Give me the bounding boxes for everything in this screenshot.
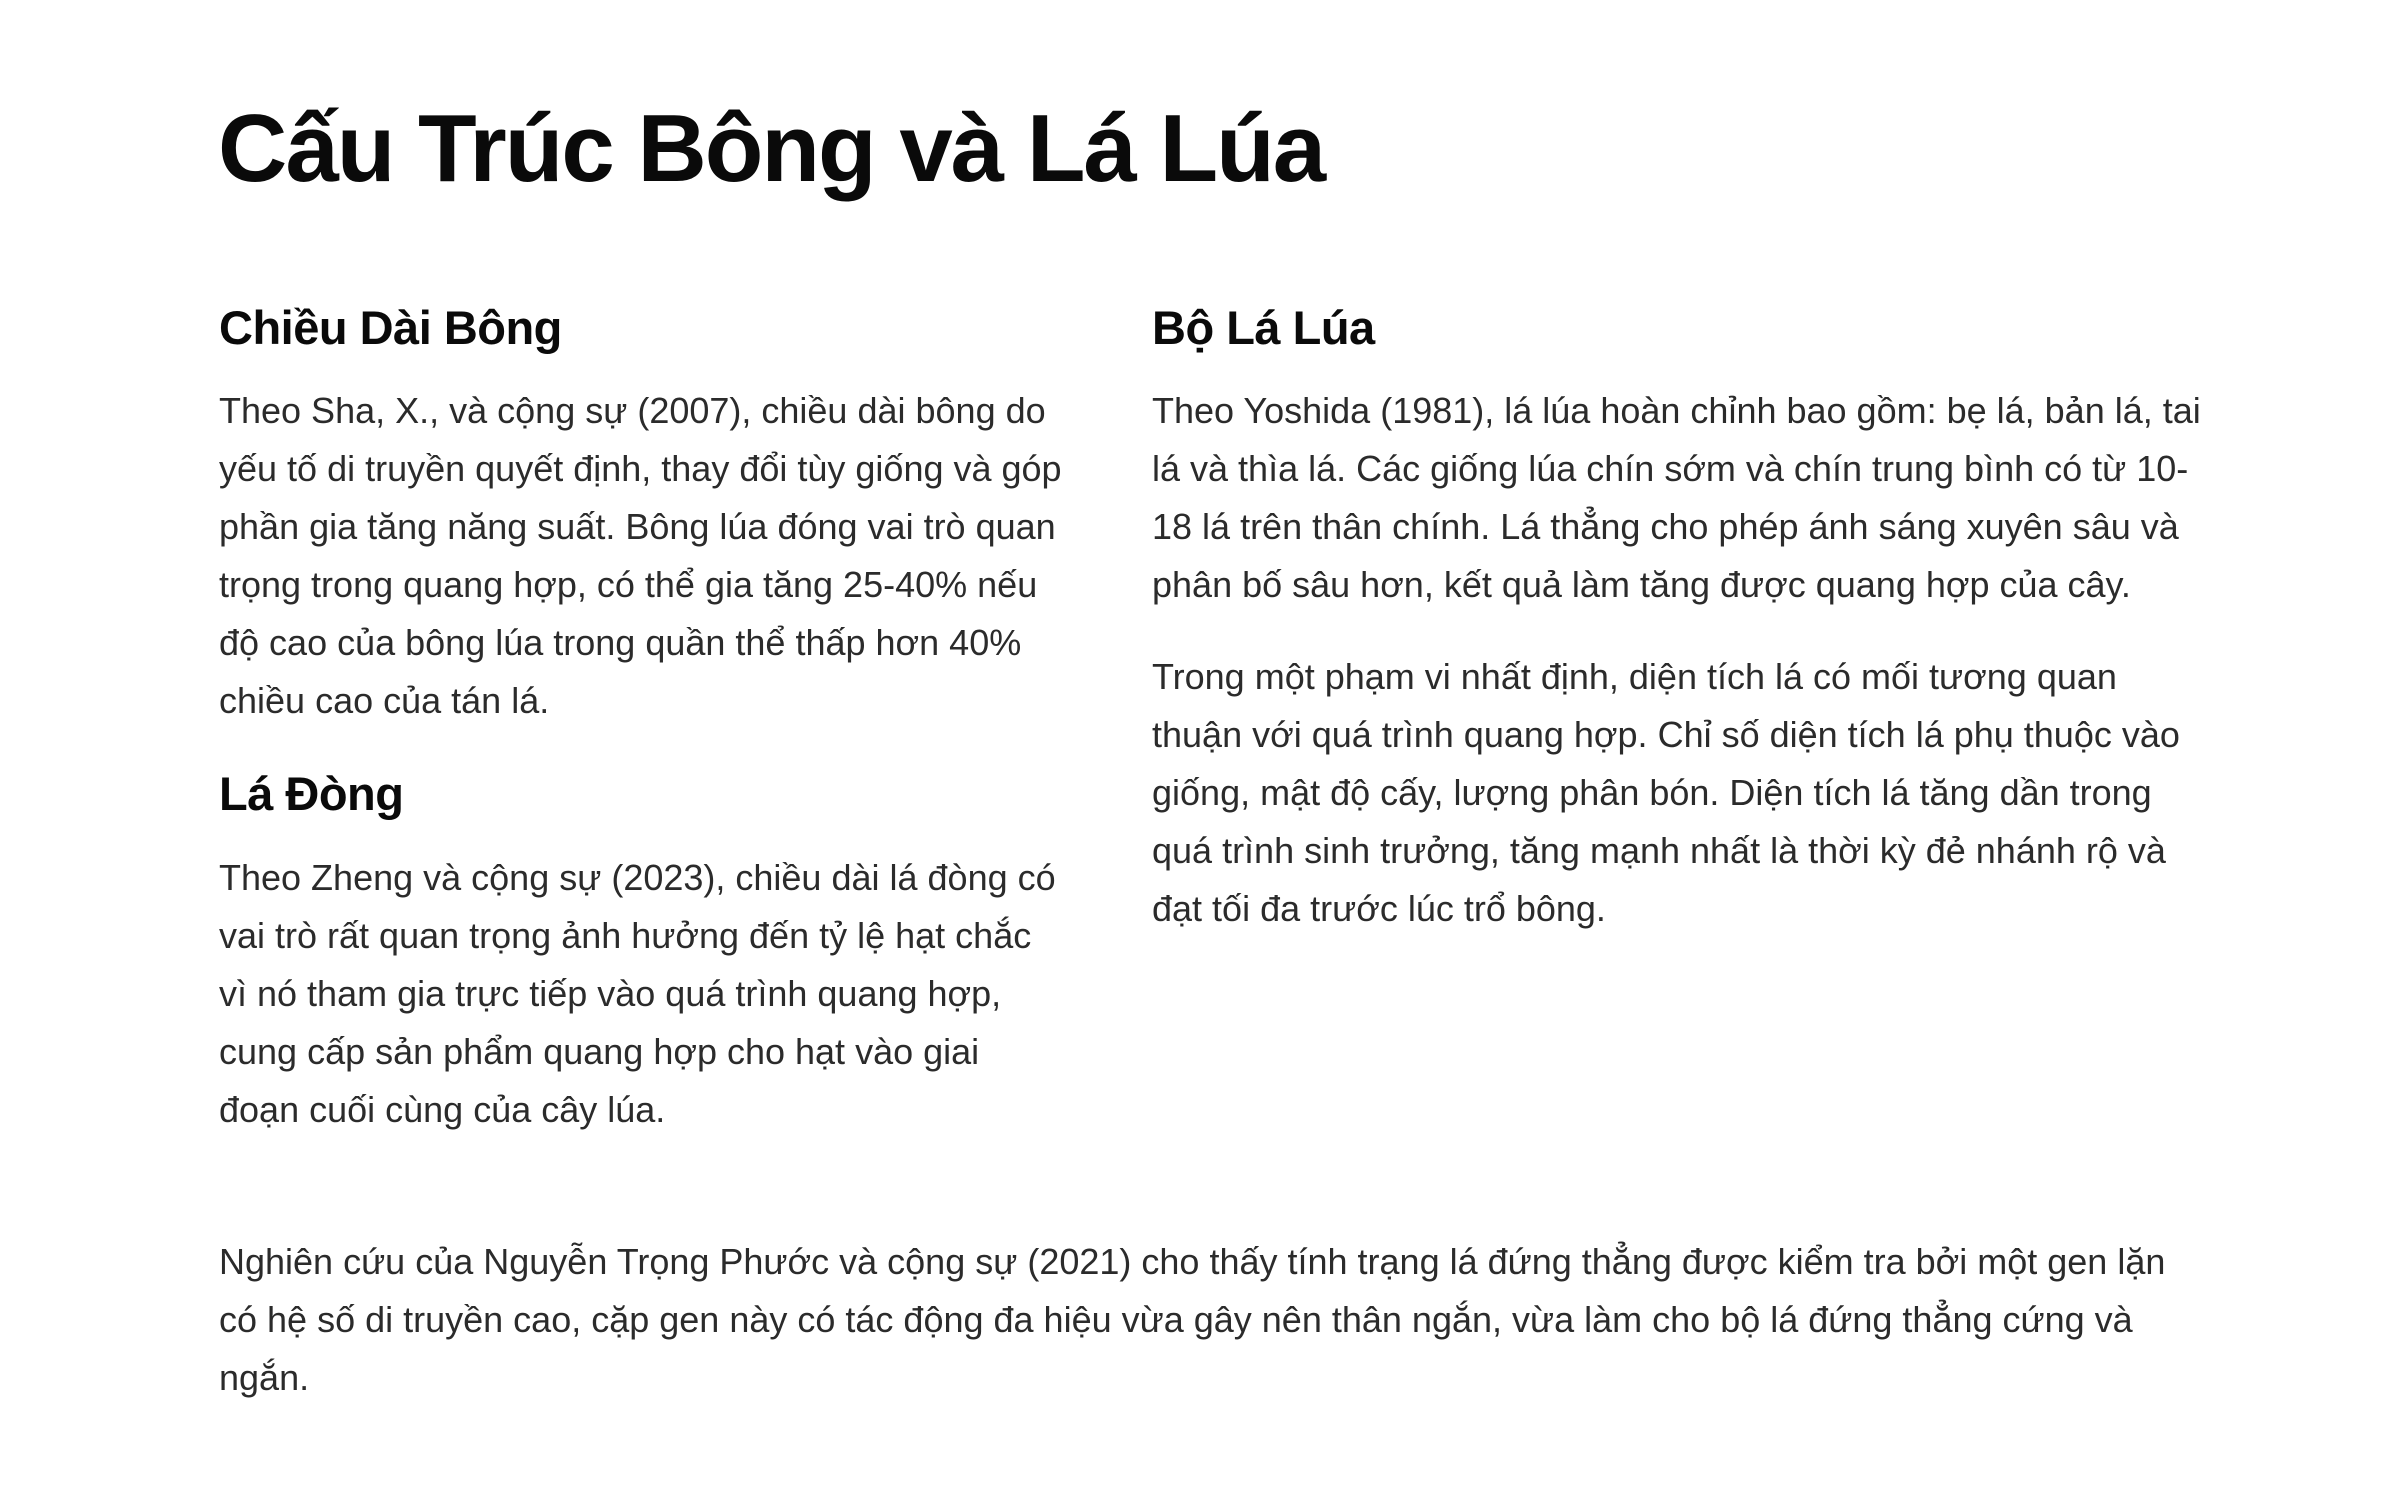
section-flag-leaf [219,766,1069,1138]
section-panicle-length [219,300,1069,730]
section-heading: Lá Đòng [219,767,404,821]
section-rice-leaves [1152,300,2202,938]
section-paragraph: Trong một phạm vi nhất định, diện tích lá có mối tương quan thuận với quá trình quang hợp. Chỉ số diện tích lá phụ thuộc vào giống, mật độ cấy, lượng phân bón. Diện tích lá tăng dần trong quá trình sinh trưởng, tăng mạnh nhất là thời kỳ đẻ nhánh rộ và đạt tối đa trước lúc trổ bông. [1152,656,2180,930]
section-heading: Bộ Lá Lúa [1152,301,1375,354]
left-column [219,300,1069,1175]
section-heading: Chiều Dài Bông [219,301,562,354]
section-paragraph: Theo Yoshida (1981), lá lúa hoàn chỉnh bao gồm: bẹ lá, bản lá, tai lá và thìa lá. Các giống lúa chín sớm và chín trung bình có từ 10-18 lá trên thân chính. Lá thẳng cho phép ánh sáng xuyên sâu và phân bố sâu hơn, kết quả làm tăng được quang hợp của cây. [1152,390,2201,606]
section-paragraph: Theo Sha, X., và cộng sự (2007), chiều dài bông do yếu tố di truyền quyết định, thay đổi tùy giống và góp phần gia tăng năng suất. Bông lúa đóng vai trò quan trọng trong quang hợp, có thể gia tăng 25-40% nếu độ cao của bông lúa trong quần thể thấp hơn 40% chiều cao của tán lá. [219,390,1062,722]
section-paragraph: Theo Zheng và cộng sự (2023), chiều dài lá đòng có vai trò rất quan trọng ảnh hưởng đến tỷ lệ hạt chắc vì nó tham gia trực tiếp vào quá trình quang hợp, cung cấp sản phẩm quang hợp cho hạt vào giai đoạn cuối cùng của cây lúa. [219,856,1056,1130]
page-title: Cấu Trúc Bông và Lá Lúa [218,95,1325,202]
footer-paragraph: Nghiên cứu của Nguyễn Trọng Phước và cộng sự (2021) cho thấy tính trạng lá đứng thẳng được kiểm tra bởi một gen lặn có hệ số di truyền cao, cặp gen này có tác động đa hiệu vừa gây nên thân ngắn, vừa làm cho bộ lá đứng thẳng cứng và ngắn. [219,1241,2166,1398]
right-column [1152,300,2202,972]
